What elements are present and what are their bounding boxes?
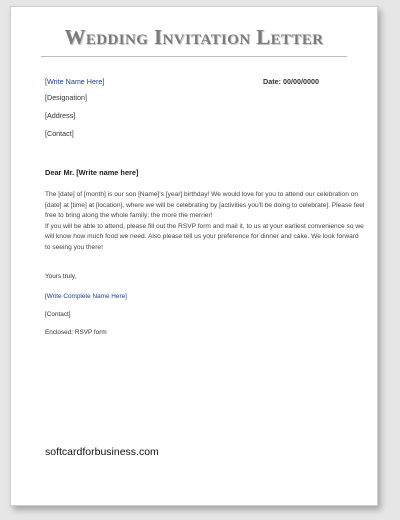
letter-body (45, 190, 365, 253)
enclosure: Enclosed: RSVP form (45, 329, 107, 336)
letter-title: Wedding Invitation Letter (64, 25, 324, 49)
sender-designation: [Designation] (45, 93, 87, 102)
letter-page (10, 6, 378, 506)
salutation: Dear Mr. [Write name here] (45, 168, 139, 177)
body-paragraph-2: If you will be able to attend, please fill out the RSVP form and mail it, to us at your earliest convenience so we will know how much food we need. Also please tell us your preference for dinner and cake. We look forward to seeing you there! (45, 222, 364, 251)
title-divider (41, 56, 347, 57)
sender-address: [Address] (45, 111, 76, 120)
footer-website: softcardforbusiness.com (45, 446, 159, 458)
letter-date: Date: 00/00/0000 (263, 77, 319, 86)
signature-contact: [Contact] (45, 311, 71, 318)
sender-name: [Write Name Here] (45, 77, 105, 86)
closing: Yours truly, (45, 273, 77, 280)
sender-contact: [Contact] (45, 129, 74, 138)
body-paragraph-1: The [date] of [month] is our son [Name]'s [year] birthday! We would love for you to attend our celebration on [date] at [time] at [location], where we will be celebrating by [activities you'll be doing to celebrate]. Please feel free to bring along the whole family; the more the merrier! (45, 191, 365, 219)
signature-name: [Write Complete Name Here] (45, 293, 127, 300)
